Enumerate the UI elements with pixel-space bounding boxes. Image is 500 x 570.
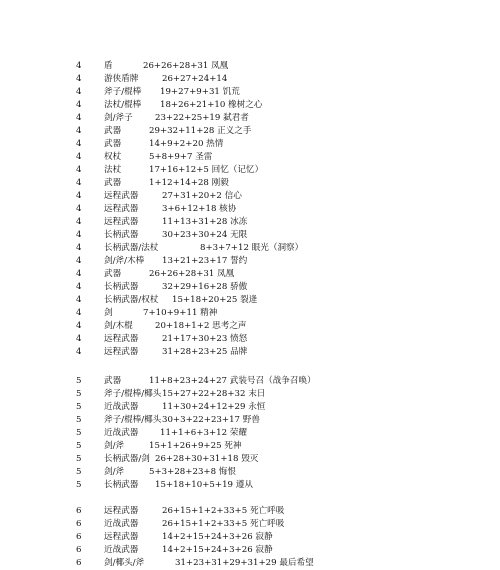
level-number: 4	[76, 282, 82, 292]
level-number: 4	[76, 61, 82, 71]
entry-row	[0, 138, 500, 151]
entry-row	[0, 414, 500, 427]
item-type: 远程武器	[104, 532, 139, 542]
rune-recipe: 1+12+14+28 刚毅	[149, 178, 229, 188]
entry-row	[0, 190, 500, 203]
rune-recipe: 11+8+23+24+27 武装号召（战争召唤）	[149, 376, 316, 386]
entry-row	[0, 151, 500, 164]
entry-row	[0, 73, 500, 86]
rune-recipe: 26+15+1+2+33+5 死亡呼吸	[162, 506, 285, 516]
rune-recipe: 3+6+12+18 核协	[162, 204, 237, 214]
item-type: 剑/木棍	[104, 321, 133, 331]
rune-recipe: 17+16+12+5 回忆（记忆）	[149, 165, 264, 175]
entry-row	[0, 268, 500, 281]
item-type: 武器	[104, 178, 122, 188]
level-number: 4	[76, 165, 82, 175]
entry-row	[0, 453, 500, 466]
entry-row	[0, 203, 500, 216]
level-number: 4	[76, 113, 82, 123]
level-number: 4	[76, 100, 82, 110]
rune-recipe: 14+2+15+24+3+26 寂静	[162, 532, 273, 542]
item-type: 近战武器	[104, 402, 139, 412]
rune-recipe: 15+27+22+28+32 末日	[162, 389, 266, 399]
item-type: 长柄武器	[104, 480, 139, 490]
item-type: 近战武器	[104, 428, 139, 438]
rune-recipe: 31+28+23+25 品牌	[162, 347, 248, 357]
entry-row	[0, 320, 500, 333]
entry-row	[0, 60, 500, 73]
entry-row	[0, 229, 500, 242]
rune-recipe: 13+21+23+17 誓约	[162, 256, 248, 266]
level-number: 4	[76, 230, 82, 240]
rune-recipe: 30+3+22+23+17 野兽	[162, 415, 260, 425]
item-type: 长柄武器	[104, 282, 139, 292]
item-type: 远程武器	[104, 347, 139, 357]
level-number: 5	[76, 480, 82, 490]
level-number: 4	[76, 256, 82, 266]
entry-row	[0, 164, 500, 177]
level-number: 4	[76, 74, 82, 84]
entry-row	[0, 333, 500, 346]
rune-recipe: 11+30+24+12+29 永恒	[162, 402, 266, 412]
item-type: 长柄武器/权杖	[104, 295, 159, 305]
level-number: 6	[76, 519, 82, 529]
level-number: 5	[76, 454, 82, 464]
level-6-group	[0, 505, 500, 570]
level-number: 4	[76, 308, 82, 318]
level-number: 6	[76, 532, 82, 542]
rune-recipe: 26+26+28+31 凤凰	[149, 269, 235, 279]
item-type: 斧子/棍棒/椰头	[104, 415, 162, 425]
level-number: 4	[76, 347, 82, 357]
item-type: 盾	[104, 61, 113, 71]
item-type: 武器	[104, 126, 122, 136]
item-type: 剑/椰头/斧	[104, 558, 145, 568]
rune-recipe: 29+32+11+28 正义之手	[149, 126, 252, 136]
level-number: 4	[76, 139, 82, 149]
entry-row	[0, 544, 500, 557]
rune-recipe: 14+2+15+24+3+26 寂静	[162, 545, 273, 555]
entry-row	[0, 216, 500, 229]
rune-recipe: 32+29+16+28 骄傲	[162, 282, 248, 292]
entry-row	[0, 99, 500, 112]
rune-recipe: 15+1+26+9+25 死神	[149, 441, 242, 451]
item-type: 法杖/棍棒	[104, 100, 142, 110]
item-type: 长柄武器/剑	[104, 454, 150, 464]
rune-recipe: 8+3+7+12 眼光（洞察）	[200, 243, 304, 253]
item-type: 游侠盾牌	[104, 74, 139, 84]
item-type: 远程武器	[104, 217, 139, 227]
rune-recipe: 5+3+28+23+8 悔恨	[149, 467, 236, 477]
entry-row	[0, 466, 500, 479]
entry-row	[0, 518, 500, 531]
item-type: 斧子/棍棒/椰头	[104, 389, 162, 399]
rune-recipe: 27+31+20+2 信心	[162, 191, 242, 201]
item-type: 长柄武器/法杖	[104, 243, 159, 253]
rune-recipe: 11+13+31+28 冰冻	[162, 217, 248, 227]
entry-row	[0, 125, 500, 138]
level-number: 5	[76, 415, 82, 425]
level-number: 4	[76, 295, 82, 305]
rune-recipe: 18+26+21+10 橡树之心	[160, 100, 263, 110]
item-type: 远程武器	[104, 506, 139, 516]
entry-row	[0, 86, 500, 99]
item-type: 剑	[104, 308, 113, 318]
level-number: 4	[76, 87, 82, 97]
item-type: 远程武器	[104, 191, 139, 201]
item-type: 斧子/棍棒	[104, 87, 142, 97]
item-type: 武器	[104, 139, 122, 149]
entry-row	[0, 112, 500, 125]
entry-row	[0, 479, 500, 492]
entry-row	[0, 294, 500, 307]
level-number: 4	[76, 204, 82, 214]
entry-row	[0, 557, 500, 570]
level-number: 6	[76, 558, 82, 568]
rune-recipe: 30+23+30+24 无限	[162, 230, 248, 240]
level-number: 4	[76, 269, 82, 279]
entry-row	[0, 427, 500, 440]
rune-recipe: 11+1+6+3+12 荣耀	[160, 428, 247, 438]
level-5-group	[0, 375, 500, 492]
level-number: 6	[76, 545, 82, 555]
level-number: 6	[76, 506, 82, 516]
item-type: 近战武器	[104, 545, 139, 555]
entry-row	[0, 281, 500, 294]
level-number: 5	[76, 441, 82, 451]
item-type: 长柄武器	[104, 230, 139, 240]
item-type: 近战武器	[104, 519, 139, 529]
item-type: 剑/斧子	[104, 113, 133, 123]
entry-row	[0, 177, 500, 190]
item-type: 剑/斧/木棒	[104, 256, 145, 266]
rune-recipe: 15+18+10+5+19 遵从	[155, 480, 253, 490]
level-number: 4	[76, 217, 82, 227]
level-number: 5	[76, 428, 82, 438]
entry-row	[0, 440, 500, 453]
item-type: 远程武器	[104, 334, 139, 344]
entry-row	[0, 346, 500, 359]
entry-row	[0, 401, 500, 414]
item-type: 远程武器	[104, 204, 139, 214]
level-number: 5	[76, 402, 82, 412]
level-number: 4	[76, 321, 82, 331]
item-type: 剑/斧	[104, 441, 125, 451]
rune-recipe: 21+17+30+23 愤怒	[162, 334, 248, 344]
level-number: 4	[76, 243, 82, 253]
rune-recipe: 26+26+28+31 凤凰	[143, 61, 229, 71]
level-number: 4	[76, 178, 82, 188]
rune-recipe: 26+27+24+14	[162, 74, 228, 84]
rune-recipe: 31+23+31+29+31+29 最后希望	[175, 558, 314, 568]
entry-row	[0, 375, 500, 388]
rune-recipe: 26+28+30+31+18 毁灭	[155, 454, 259, 464]
entry-row	[0, 531, 500, 544]
item-type: 武器	[104, 376, 122, 386]
rune-recipe: 20+18+1+2 思考之声	[155, 321, 247, 331]
entry-row	[0, 242, 500, 255]
entry-row	[0, 255, 500, 268]
entry-row	[0, 388, 500, 401]
entry-row	[0, 307, 500, 320]
level-number: 5	[76, 467, 82, 477]
item-type: 武器	[104, 269, 122, 279]
level-4-group	[0, 60, 500, 359]
level-number: 4	[76, 191, 82, 201]
level-number: 4	[76, 152, 82, 162]
item-type: 法杖	[104, 165, 122, 175]
item-type: 剑/斧	[104, 467, 125, 477]
level-number: 4	[76, 126, 82, 136]
rune-recipe: 15+18+20+25 裂逄	[172, 295, 258, 305]
entry-row	[0, 505, 500, 518]
level-number: 5	[76, 376, 82, 386]
rune-recipe: 23+22+25+19 弑君者	[155, 113, 249, 123]
rune-recipe: 14+9+2+20 热情	[149, 139, 224, 149]
item-type: 权杖	[104, 152, 122, 162]
rune-recipe: 19+27+9+31 饥荒	[160, 87, 240, 97]
level-number: 4	[76, 334, 82, 344]
rune-recipe: 26+15+1+2+33+5 死亡呼吸	[162, 519, 285, 529]
rune-recipe: 5+8+9+7 圣雷	[149, 152, 213, 162]
level-number: 5	[76, 389, 82, 399]
rune-recipe: 7+10+9+11 精神	[143, 308, 218, 318]
